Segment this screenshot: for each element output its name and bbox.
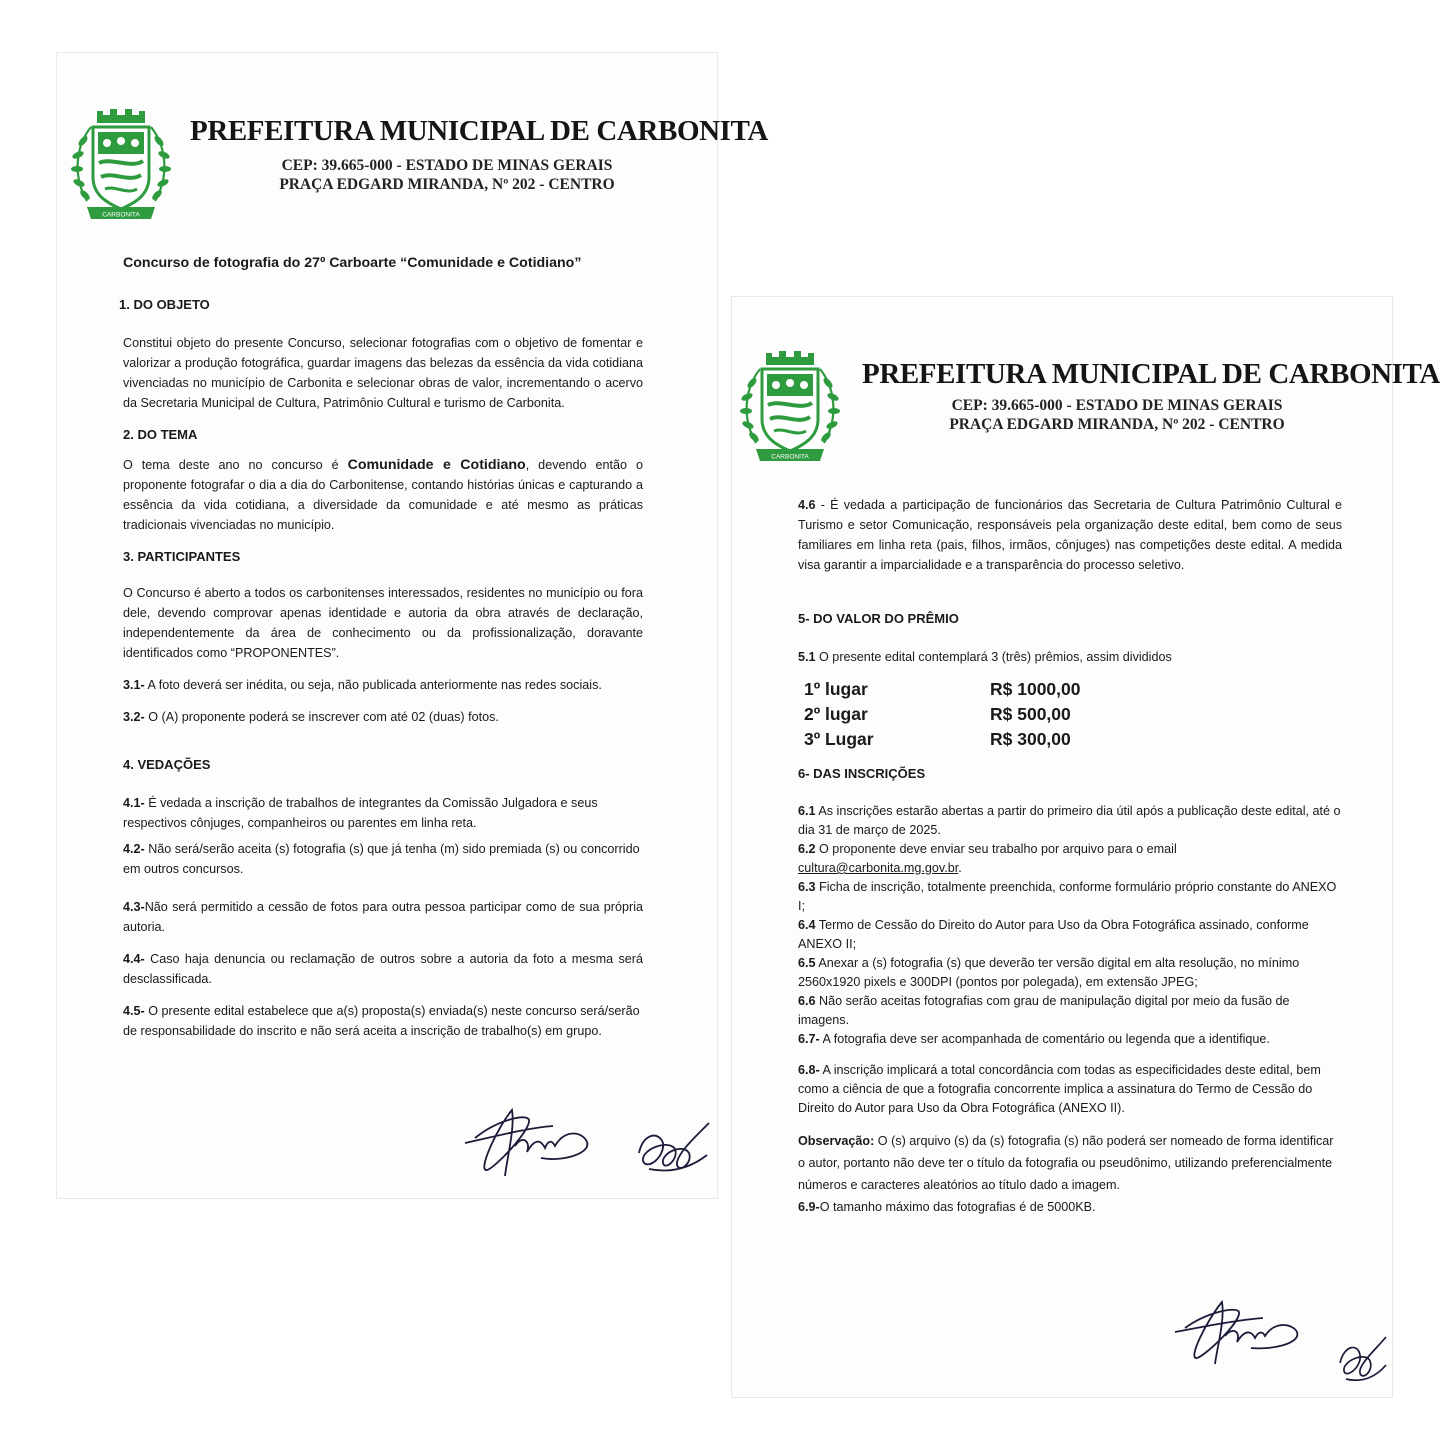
prize-place: 2º lugar <box>804 704 868 724</box>
crest-label: CARBONITA <box>102 211 140 219</box>
clause-5-1 <box>798 647 1342 667</box>
clause-6-5 <box>798 954 1342 992</box>
clause-6-9 <box>798 1196 1342 1218</box>
clause-text: - É vedada a participação de funcionários das Secretaria de Cultura Patrimônio Cultural e Turismo e setor Comunicação, responsáveis pela organização deste edital, bem como de seus familiares em linha reta (pais, filhos, irmãos, cônjuges) nas competições deste edital. A medida visa garantir a imparcialidade e a transparência do processo seletivo. <box>798 498 1342 572</box>
document-page-1 <box>57 53 768 1198</box>
municipal-crest-icon <box>738 347 842 465</box>
clause-number: 6.3 <box>798 880 816 894</box>
clause-number: 6.6 <box>798 994 816 1008</box>
paragraph-objeto: Constitui objeto do presente Concurso, selecionar fotografias com o objetivo de fomentar e valorizar a produção fotográfica, guardar imagens das belezas da essência da vida cotidiana vivenciadas no município de Carbonita e selecionar obras de valor, incrementando o acervo da Secretaria Municipal de Cultura, Patrimônio Cultural e turismo de Carbonita. <box>123 336 643 410</box>
clause-4-4 <box>123 949 643 989</box>
clause-number: 4.2- <box>123 842 145 856</box>
clause-number: 4.5- <box>123 1004 145 1018</box>
page-2-body <box>798 495 1342 1218</box>
clause-text: O tamanho máximo das fotografias é de 5000KB. <box>819 1200 1096 1214</box>
clause-number: 6.9- <box>798 1200 820 1214</box>
clause-number: 5.1 <box>798 650 816 664</box>
clause-text: Ficha de inscrição, totalmente preenchida, conforme formulário próprio constante do ANEXO I; <box>798 880 1337 913</box>
prize-place: 1º lugar <box>804 679 868 699</box>
clause-text: Não serão aceitas fotografias com grau de manipulação digital por meio da fusão de imagens. <box>798 994 1290 1027</box>
clause-number: 4.3- <box>123 900 145 914</box>
clause-4-6 <box>798 495 1342 575</box>
letterhead-cep: CEP: 39.665-000 - ESTADO DE MINAS GERAIS <box>281 157 613 174</box>
clause-text: Anexar a (s) fotografia (s) que deverão ter versão digital em alta resolução, no mínimo 2560x1920 pixels e 300DPI (pontos por polegada), em extensão JPEG; <box>798 956 1300 989</box>
signature-1 <box>457 1098 597 1183</box>
letterhead-title: PREFEITURA MUNICIPAL DE CARBONITA <box>862 358 1440 390</box>
clause-text: A foto deverá ser inédita, ou seja, não publicada anteriormente nas redes sociais. <box>144 678 602 692</box>
prize-value: R$ 300,00 <box>990 729 1071 749</box>
prize-table <box>804 677 1081 752</box>
observacao-label: Observação: <box>798 1134 875 1148</box>
clause-3-1 <box>123 675 643 695</box>
document-page-2 <box>732 297 1440 1397</box>
clause-text: O presente edital contemplará 3 (três) prêmios, assim divididos <box>815 650 1172 664</box>
clause-text: O proponente deve enviar seu trabalho por arquivo para o email <box>815 842 1177 856</box>
clause-4-5 <box>123 1001 643 1041</box>
observacao <box>798 1130 1342 1196</box>
prize-value: R$ 1000,00 <box>990 679 1081 699</box>
inscricoes-clauses <box>798 802 1342 1118</box>
section-heading-vedacoes: 4. VEDAÇÕES <box>123 757 211 772</box>
clause-text: É vedada a inscrição de trabalhos de integrantes da Comissão Julgadora e seus respectivos cônjuges, companheiros ou parentes em linha reta. <box>123 796 598 830</box>
section-heading-premio: 5- DO VALOR DO PRÊMIO <box>798 611 959 626</box>
clause-4-3 <box>123 897 643 937</box>
clause-6-4 <box>798 916 1342 954</box>
tema-highlight: Comunidade e Cotidiano <box>347 457 526 473</box>
clause-text: Termo de Cessão do Direito do Autor para Uso da Obra Fotográfica assinado, conforme ANEXO II; <box>798 918 1309 951</box>
clause-number: 6.8- <box>798 1063 820 1077</box>
letterhead-address: PRAÇA EDGARD MIRANDA, Nº 202 - CENTRO <box>279 176 615 193</box>
section-heading-tema: 2. DO TEMA <box>123 427 198 442</box>
prize-row <box>804 727 1081 752</box>
letterhead-address: PRAÇA EDGARD MIRANDA, Nº 202 - CENTRO <box>949 416 1285 433</box>
clause-text: O (A) proponente poderá se inscrever com até 02 (duas) fotos. <box>144 710 499 724</box>
clause-text: Não será/serão aceita (s) fotografia (s) que já tenha (m) sido premiada (s) ou concorrido em outros concursos. <box>123 842 640 876</box>
clause-3-2 <box>123 707 643 727</box>
letterhead <box>732 297 1440 477</box>
letterhead-cep: CEP: 39.665-000 - ESTADO DE MINAS GERAIS <box>951 397 1283 414</box>
clause-4-2 <box>123 839 643 879</box>
clause-number: 4.6 <box>798 498 816 512</box>
clause-number: 6.7- <box>798 1032 820 1046</box>
document-title: Concurso de fotografia do 27º Carboarte “Comunidade e Cotidiano” <box>123 255 582 271</box>
section-heading-inscricoes: 6- DAS INSCRIÇÕES <box>798 766 926 781</box>
prize-row <box>804 677 1081 702</box>
prize-row <box>804 702 1081 727</box>
clause-text: A inscrição implicará a total concordância com todas as especificidades deste edital, bem como a ciência de que a fotografia concorrente implica a assinatura do Termo de Cessão do Direito do Autor para Uso da Obra Fotográfica (ANEXO II). <box>798 1063 1321 1115</box>
clause-number: 3.2- <box>123 710 145 724</box>
clause-6-7 <box>798 1030 1342 1049</box>
clause-text: Caso haja denuncia ou reclamação de outros sobre a autoria da foto a mesma será desclassificada. <box>123 952 643 986</box>
clause-6-1 <box>798 802 1342 840</box>
section-heading-objeto: 1. DO OBJETO <box>119 297 210 312</box>
letterhead <box>57 53 768 233</box>
tema-text-pre: O tema deste ano no concurso é <box>123 458 348 472</box>
paragraph-participantes: O Concurso é aberto a todos os carbonitenses interessados, residentes no município ou fora dele, devendo comprovar apenas identidade e autoria da obra através de declaração, independentemente da área de conhecimento ou da profissionalização, doravante identificados como “PROPONENTES”. <box>123 586 643 660</box>
signature-2 <box>629 1113 717 1185</box>
clause-number: 4.4- <box>123 952 145 966</box>
signature-4 <box>1332 1327 1392 1391</box>
clause-text: A fotografia deve ser acompanhada de comentário ou legenda que a identifique. <box>819 1032 1270 1046</box>
observacao-text: O (s) arquivo (s) da (s) fotografia (s) não poderá ser nomeado de forma identificar o autor, portanto não deve ter o título da fotografia ou pseudônimo, utilizando preferencialmente números e caracteres aleatórios ao título dado a imagem. <box>798 1134 1334 1192</box>
clause-4-1 <box>123 793 643 833</box>
clause-number: 4.1- <box>123 796 145 810</box>
clause-6-8 <box>798 1061 1342 1118</box>
clause-text: O presente edital estabelece que a(s) proposta(s) enviada(s) neste concurso será/serão de responsabilidade do inscrito e não será aceita a inscrição de trabalho(s) em grupo. <box>123 1004 640 1038</box>
municipal-crest-icon <box>69 105 173 223</box>
signature-3 <box>1167 1292 1307 1372</box>
crest-label: CARBONITA <box>771 453 809 461</box>
clause-number: 6.1 <box>798 804 816 818</box>
letterhead-title: PREFEITURA MUNICIPAL DE CARBONITA <box>190 115 768 147</box>
clause-text: As inscrições estarão abertas a partir do primeiro dia útil após a publicação deste edital, até o dia 31 de março de 2025. <box>798 804 1341 837</box>
email-link[interactable]: cultura@carbonita.mg.gov.br <box>798 861 959 875</box>
section-heading-participantes: 3. PARTICIPANTES <box>123 549 241 564</box>
clause-number: 3.1- <box>123 678 145 692</box>
prize-value: R$ 500,00 <box>990 704 1071 724</box>
page-1-body <box>119 253 643 1053</box>
clause-text: Não será permitido a cessão de fotos para outra pessoa participar como de sua própria autoria. <box>123 900 643 934</box>
clause-6-3 <box>798 878 1342 916</box>
clause-6-6 <box>798 992 1342 1030</box>
prize-place: 3º Lugar <box>804 729 874 749</box>
clause-number: 6.5 <box>798 956 816 970</box>
clause-6-2: 6.2 O proponente deve enviar seu trabalho por arquivo para o email cultura@carbonita.mg.gov.br. <box>798 842 1177 875</box>
clause-number: 6.2 <box>798 842 816 856</box>
clause-number: 6.4 <box>798 918 816 932</box>
tema-text-post: , devendo então o proponente fotografar o dia a dia do Carbonitense, contando histórias únicas e capturando a essência da vida cotidiana, a diversidade da comunidade e até mesmo as práticas tradicionais vivenciadas no município. <box>123 458 643 532</box>
paragraph-tema <box>123 455 643 535</box>
